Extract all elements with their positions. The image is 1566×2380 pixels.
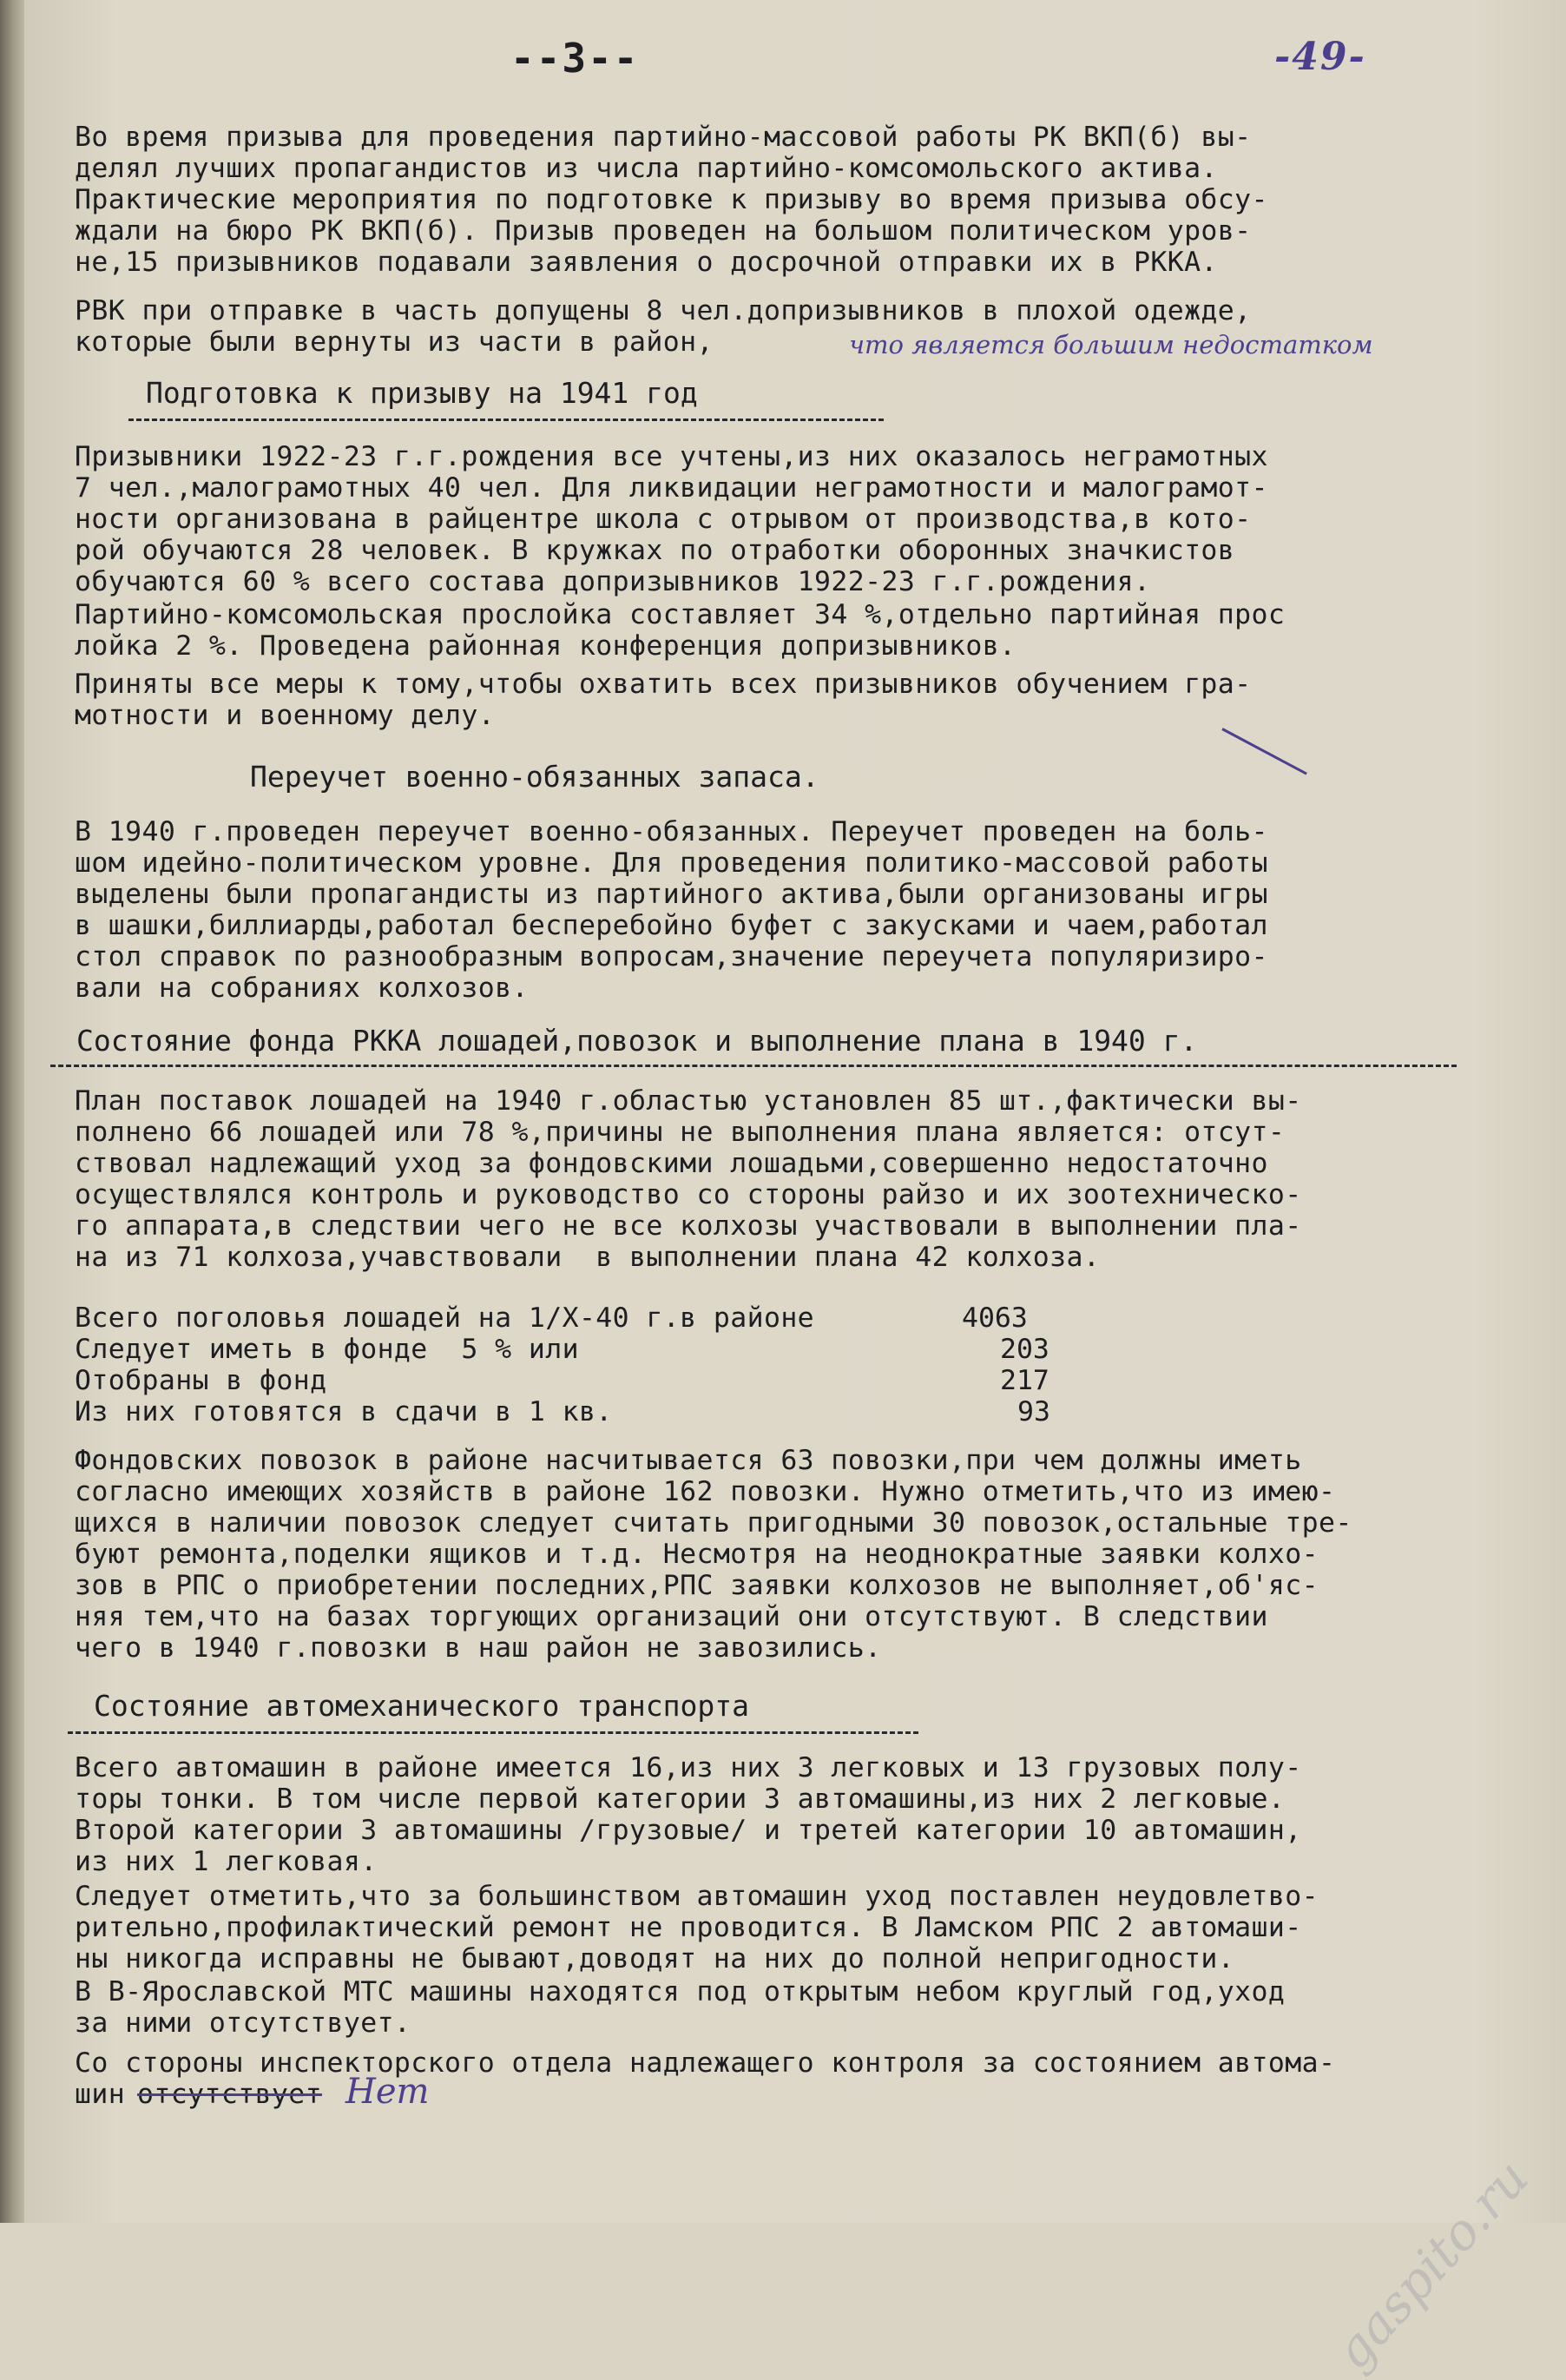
text-line: Со стороны инспекторского отдела надлежащего контроля за состоянием автома-	[75, 2047, 1336, 2079]
text-line: буют ремонта,поделки ящиков и т.д. Несмотря на неоднократные заявки колхо-	[75, 1539, 1319, 1570]
text-line: на из 71 колхоза,учавствовали в выполнении плана 42 колхоза.	[75, 1242, 1101, 1273]
watermark: gaspito.ru	[1323, 2148, 1540, 2380]
text-line: рой обучаются 28 человек. В кружках по отработки оборонных значкистов	[75, 535, 1235, 566]
heading-underline	[50, 1065, 1457, 1067]
text-line: чего в 1940 г.повозки в наш район не завозились.	[75, 1632, 882, 1664]
text-line: Следует отметить,что за большинством автомашин уход поставлен неудовлетво-	[75, 1881, 1319, 1912]
text-line: Фондовских повозок в районе насчитывается 63 повозки,при чем должны иметь	[75, 1445, 1302, 1476]
section-heading: Состояние автомеханического транспорта	[94, 1689, 749, 1723]
text-line: ны никогда исправны не бывают,доводят на них до полной непригодности.	[75, 1943, 1235, 1975]
text-line: зов в РПС о приобретении последних,РПС заявки колхозов не выполняет,об'яс-	[75, 1570, 1319, 1601]
text-line: не,15 призывников подавали заявления о досрочной отправки их в РККА.	[75, 247, 1218, 278]
handwritten-note: что является большим недостатком	[849, 330, 1373, 359]
stat-value: 217	[1000, 1365, 1049, 1396]
stat-label: Следует иметь в фонде 5 % или	[75, 1334, 579, 1365]
text-line: ждали на бюро РК ВКП(б). Призыв проведен на большом политическом уров-	[75, 215, 1252, 247]
text-line: Партийно-комсомольская прослойка составляет 34 %,отдельно партийная прос	[75, 599, 1286, 630]
text-line: Приняты все меры к тому,чтобы охватить всех призывников обучением гра-	[75, 669, 1252, 700]
struck-word: отсутствует	[137, 2079, 323, 2110]
section-heading: Подготовка к призыву на 1941 год	[146, 376, 698, 410]
stat-value: 93	[1017, 1396, 1050, 1427]
text-line: делял лучших пропагандистов из числа партийно-комсомольского актива.	[75, 153, 1218, 184]
text-line: полнено 66 лошадей или 78 %,причины не выполнения плана является: отсут-	[75, 1117, 1286, 1148]
heading-underline	[128, 419, 884, 421]
text-line: го аппарата,в следствии чего не все колхозы участвовали в выполнении пла-	[75, 1210, 1302, 1242]
text-line: Второй категории 3 автомашины /грузовые/ и третей категории 10 автомашин,	[75, 1815, 1302, 1846]
text-line: РВК при отправке в часть допущены 8 чел.допризывников в плохой одежде,	[75, 295, 1252, 326]
pen-mark	[1221, 728, 1307, 775]
handwritten-correction: Нет	[345, 2072, 430, 2112]
text-line: ности организована в райцентре школа с отрывом от производства,в кото-	[75, 504, 1252, 535]
text-line: выделены были пропагандисты из партийного актива,были организованы игры	[75, 879, 1268, 910]
stat-value: 4063	[962, 1302, 1028, 1334]
text-line: обучаются 60 % всего состава допризывников 1922-23 г.г.рождения.	[75, 566, 1151, 597]
text-line: Всего автомашин в районе имеется 16,из них 3 легковых и 13 грузовых полу-	[75, 1752, 1302, 1783]
section-heading: Состояние фонда РККА лошадей,повозок и выполнение плана в 1940 г.	[76, 1024, 1198, 1058]
stat-label: Всего поголовья лошадей на 1/X-40 г.в районе	[75, 1302, 815, 1334]
text-line: няя тем,что на базах торгующих организаций они отсутствуют. В следствии	[75, 1601, 1268, 1632]
text-line: План поставок лошадей на 1940 г.областью установлен 85 шт.,фактически вы-	[75, 1085, 1302, 1117]
text-line: которые были вернуты из части в район,	[75, 326, 714, 358]
text-line: стол справок по разнообразным вопросам,значение переучета популяризиро-	[75, 941, 1268, 972]
text-line: щихся в наличии повозок следует считать пригодными 30 повозок,остальные тре-	[75, 1507, 1352, 1539]
text-line: из них 1 легковая.	[75, 1846, 378, 1877]
page-number-typed: --3--	[510, 35, 640, 82]
book-binding	[0, 0, 24, 2223]
section-heading: Переучет военно-обязанных запаса.	[250, 760, 819, 794]
text-line: Призывники 1922-23 г.г.рождения все учтены,из них оказалось неграмотных	[75, 441, 1268, 472]
text-line: согласно имеющих хозяйств в районе 162 повозки. Нужно отметить,что из имею-	[75, 1476, 1336, 1507]
text-line: шин	[75, 2079, 126, 2110]
text-line: Практические мероприятия по подготовке к призыву во время призыва обсу-	[75, 184, 1268, 215]
document-page	[24, 0, 1566, 2380]
text-line: В 1940 г.проведен переучет военно-обязанных. Переучет проведен на боль-	[75, 816, 1268, 847]
stat-label: Из них готовятся в сдачи в 1 кв.	[75, 1396, 613, 1427]
text-line: рительно,профилактический ремонт не проводится. В Ламском РПС 2 автомаши-	[75, 1912, 1302, 1943]
text-line: мотности и военному делу.	[75, 700, 496, 731]
text-line: шом идейно-политическом уровне. Для проведения политико-массовой работы	[75, 847, 1268, 879]
text-line: торы тонки. В том числе первой категории 3 автомашины,из них 2 легковые.	[75, 1783, 1286, 1815]
text-line: ствовал надлежащий уход за фондовскими лошадьми,совершенно недостаточно	[75, 1148, 1268, 1179]
text-line: вали на собраниях колхозов.	[75, 972, 529, 1004]
text-line: лойка 2 %. Проведена районная конференция допризывников.	[75, 630, 1017, 662]
stat-label: Отобраны в фонд	[75, 1365, 327, 1396]
text-line: В В-Ярославской МТС машины находятся под открытым небом круглый год,уход	[75, 1976, 1286, 2008]
text-line: за ними отсутствует.	[75, 2008, 411, 2039]
text-line: 7 чел.,малограмотных 40 чел. Для ликвидации неграмотности и малограмот-	[75, 472, 1268, 504]
text-line: в шашки,биллиарды,работал бесперебойно буфет с закусками и чаем,работал	[75, 910, 1268, 941]
page-number-handwritten: -49-	[1274, 35, 1366, 79]
text-line: осуществлялся контроль и руководство со стороны райзо и их зоотехническо-	[75, 1179, 1302, 1210]
text-line: Во время призыва для проведения партийно-массовой работы РК ВКП(б) вы-	[75, 122, 1252, 153]
heading-underline	[68, 1731, 918, 1734]
stat-value: 203	[1000, 1334, 1049, 1365]
